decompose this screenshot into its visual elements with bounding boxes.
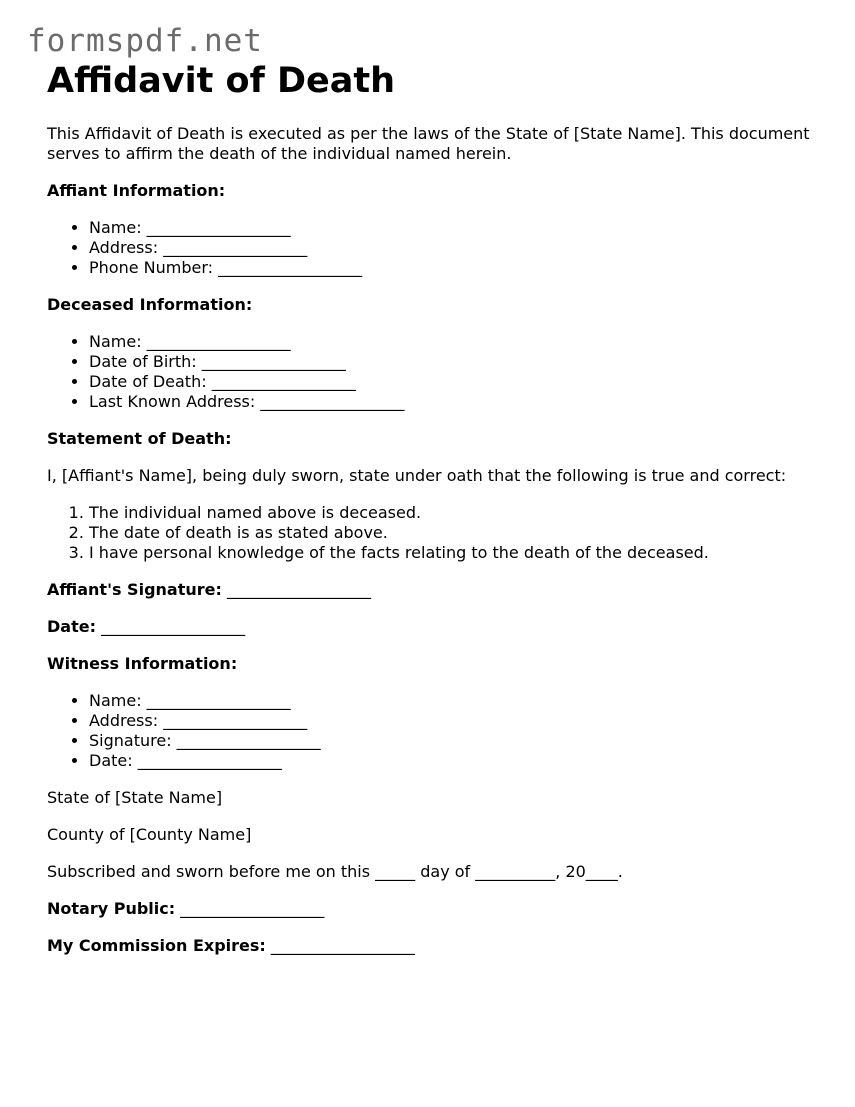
list-item: • Name: __________________ (89, 691, 827, 711)
list-item: 1. The individual named above is deceased. (89, 503, 827, 523)
affiant-list (47, 218, 827, 278)
commission-line (47, 936, 827, 956)
statement-heading: Statement of Death: (47, 429, 232, 448)
affiant-signature-label: Affiant's Signature: (47, 580, 222, 599)
list-item: • Name: __________________ (89, 332, 827, 352)
sworn-line: Subscribed and sworn before me on this _____ day of __________, 20____. (47, 862, 623, 881)
county-line: County of [County Name] (47, 825, 252, 844)
statement-text: I, [Affiant's Name], being duly sworn, state under oath that the following is true and correct: (47, 466, 787, 485)
date-label: Date: (47, 617, 96, 636)
intro-paragraph: This Affidavit of Death is executed as per the laws of the State of [State Name]. This document serves to affirm the death of the individual named herein. (47, 124, 810, 163)
list-item: • Name: __________________ (89, 218, 827, 238)
deceased-list (47, 332, 827, 412)
witness-list (47, 691, 827, 771)
list-item: 3. I have personal knowledge of the facts relating to the death of the deceased. (89, 543, 827, 563)
watermark: formspdf.net (27, 23, 263, 59)
list-item: • Last Known Address: __________________ (89, 392, 827, 412)
affiant-signature-blank: __________________ (221, 580, 371, 599)
list-item: 2. The date of death is as stated above. (89, 523, 827, 543)
list-item: • Date of Death: __________________ (89, 372, 827, 392)
commission-label: My Commission Expires: (47, 936, 266, 955)
date-blank: __________________ (95, 617, 246, 636)
list-item: • Address: __________________ (89, 238, 827, 258)
notary-label: Notary Public: (47, 899, 176, 918)
deceased-heading: Deceased Information: (47, 295, 253, 314)
state-line: State of [State Name] (47, 788, 223, 807)
list-item: • Date of Birth: __________________ (89, 352, 827, 372)
list-item: • Date: __________________ (89, 751, 827, 771)
document (47, 60, 827, 956)
document-title: Affidavit of Death (47, 61, 396, 101)
list-item: • Address: __________________ (89, 711, 827, 731)
date-line (47, 617, 827, 637)
notary-blank: __________________ (175, 899, 325, 918)
affiant-heading: Affiant Information: (47, 181, 226, 200)
witness-heading: Witness Information: (47, 654, 238, 673)
list-item: • Signature: __________________ (89, 731, 827, 751)
statement-list (47, 503, 827, 563)
commission-blank: __________________ (265, 936, 415, 955)
affiant-signature-line (47, 580, 827, 600)
list-item: • Phone Number: __________________ (89, 258, 827, 278)
notary-line (47, 899, 827, 919)
